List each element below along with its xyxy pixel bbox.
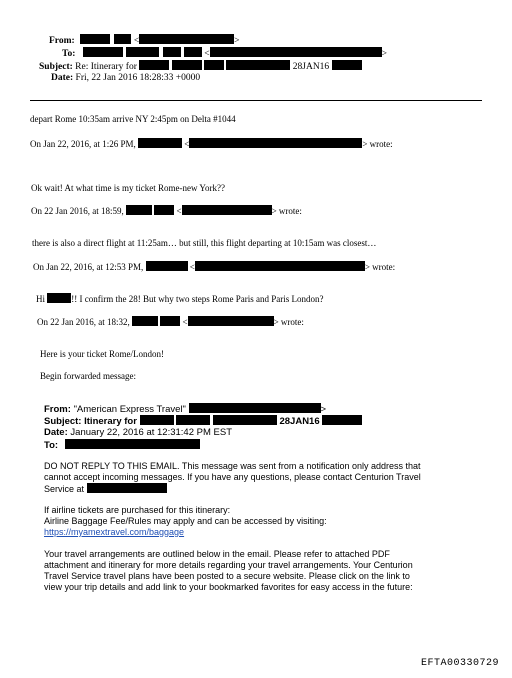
notice-line-2: cannot accept incoming messages. If you have any questions, please contact Centurion Travel	[44, 472, 421, 482]
thread-message-3: there is also a direct flight at 11:25am… but still, this flight departing at 10:15am was closest…	[32, 238, 377, 248]
redacted-block	[184, 47, 202, 57]
header-subject-text: Re: Itinerary for	[75, 62, 137, 72]
baggage-line-1: If airline tickets are purchased for this itinerary:	[44, 505, 231, 515]
redacted-block	[139, 60, 169, 70]
thread-message-4: Hi !! I confirm the 28! But why two steps Rome Paris and Paris London?	[36, 294, 324, 304]
redacted-block	[226, 60, 290, 70]
redacted-block	[332, 60, 362, 70]
forwarded-subject-code: 28JAN16	[279, 416, 320, 427]
arrangements-line-2: attachment and itinerary for more details regarding your travel arrangements. Your Centurion	[44, 560, 413, 570]
arrangements-line-4: view your trip details and add link to your bookmarked favorites for easy access in the future:	[44, 582, 413, 592]
redacted-block	[160, 316, 180, 326]
header-subject-code: 28JAN16	[292, 62, 330, 72]
document-id: EFTA00330729	[420, 658, 499, 669]
forwarded-subject-label: Subject:	[44, 416, 82, 427]
header-date-value: Fri, 22 Jan 2016 18:28:33 +0000	[75, 73, 201, 83]
forwarded-to-label: To:	[44, 440, 59, 451]
redacted-block	[182, 205, 272, 215]
header-from-label: From:	[49, 36, 75, 46]
header-to-row: To: < >	[62, 49, 387, 59]
thread-message-1: depart Rome 10:35am arrive NY 2:45pm on Delta #1044	[30, 114, 236, 124]
arrangements-line-3: Travel Service travel plans have been posted to a secure website. Please click on the link to	[44, 571, 410, 581]
thread-message-2: Ok wait! At what time is my ticket Rome-new York??	[31, 183, 225, 193]
redacted-block	[189, 403, 321, 413]
redacted-block	[65, 439, 200, 449]
header-date-label: Date:	[51, 73, 74, 83]
forwarded-from-row: From: "American Express Travel" >	[44, 404, 327, 415]
redacted-block	[132, 316, 158, 326]
header-date-row	[51, 73, 200, 83]
forwarded-date-label: Date:	[44, 427, 68, 438]
redacted-block	[80, 34, 110, 44]
thread-quote-3: On Jan 22, 2016, at 12:53 PM, < > wrote:	[33, 262, 396, 272]
baggage-link-row	[44, 527, 184, 537]
forwarded-to-row	[44, 439, 200, 451]
redacted-block	[139, 34, 234, 44]
redacted-block	[322, 415, 362, 425]
header-subject-label: Subject:	[39, 62, 73, 72]
header-to-label: To:	[62, 49, 76, 59]
redacted-block	[47, 293, 71, 303]
thread-quote-1: On Jan 22, 2016, at 1:26 PM, < > wrote:	[30, 139, 393, 149]
forwarded-from-value: "American Express Travel"	[73, 404, 186, 415]
header-subject-row	[39, 60, 362, 72]
redacted-block	[163, 47, 181, 57]
thread-message-5: Here is your ticket Rome/London!	[40, 349, 164, 359]
forwarded-subject-row	[44, 415, 362, 427]
forwarded-from-label: From:	[44, 404, 71, 415]
redacted-block	[138, 138, 182, 148]
redacted-block	[87, 483, 167, 493]
redacted-block	[189, 138, 362, 148]
redacted-block	[204, 60, 224, 70]
notice-line-1: DO NOT REPLY TO THIS EMAIL. This message was sent from a notification only address that	[44, 461, 421, 471]
thread-quote-2: On 22 Jan 2016, at 18:59, < > wrote:	[31, 206, 302, 216]
redacted-block	[83, 47, 123, 57]
forwarded-subject-text: Itinerary for	[84, 416, 137, 427]
redacted-block	[213, 415, 277, 425]
redacted-block	[154, 205, 174, 215]
thread-quote-4: On 22 Jan 2016, at 18:32, < > wrote:	[37, 317, 304, 327]
header-divider	[30, 100, 482, 101]
baggage-link[interactable]: https://myamextravel.com/baggage	[44, 527, 185, 537]
forwarded-date-value: January 22, 2016 at 12:31:42 PM EST	[70, 427, 233, 438]
redacted-block	[146, 261, 188, 271]
redacted-block	[114, 34, 131, 44]
forwarded-date-row	[44, 427, 232, 438]
redacted-block	[172, 60, 202, 70]
redacted-block	[140, 415, 174, 425]
redacted-block	[126, 47, 159, 57]
thread-message-6: Begin forwarded message:	[40, 371, 136, 381]
redacted-block	[210, 47, 382, 57]
redacted-block	[188, 316, 274, 326]
arrangements-line-1: Your travel arrangements are outlined below in the email. Please refer to attached PDF	[44, 549, 390, 559]
notice-line-3: Service at	[44, 483, 167, 494]
baggage-line-2: Airline Baggage Fee/Rules may apply and can be accessed by visiting:	[44, 516, 327, 526]
redacted-block	[195, 261, 365, 271]
redacted-block	[176, 415, 210, 425]
redacted-block	[126, 205, 152, 215]
header-from-row: From: < >	[49, 36, 240, 46]
